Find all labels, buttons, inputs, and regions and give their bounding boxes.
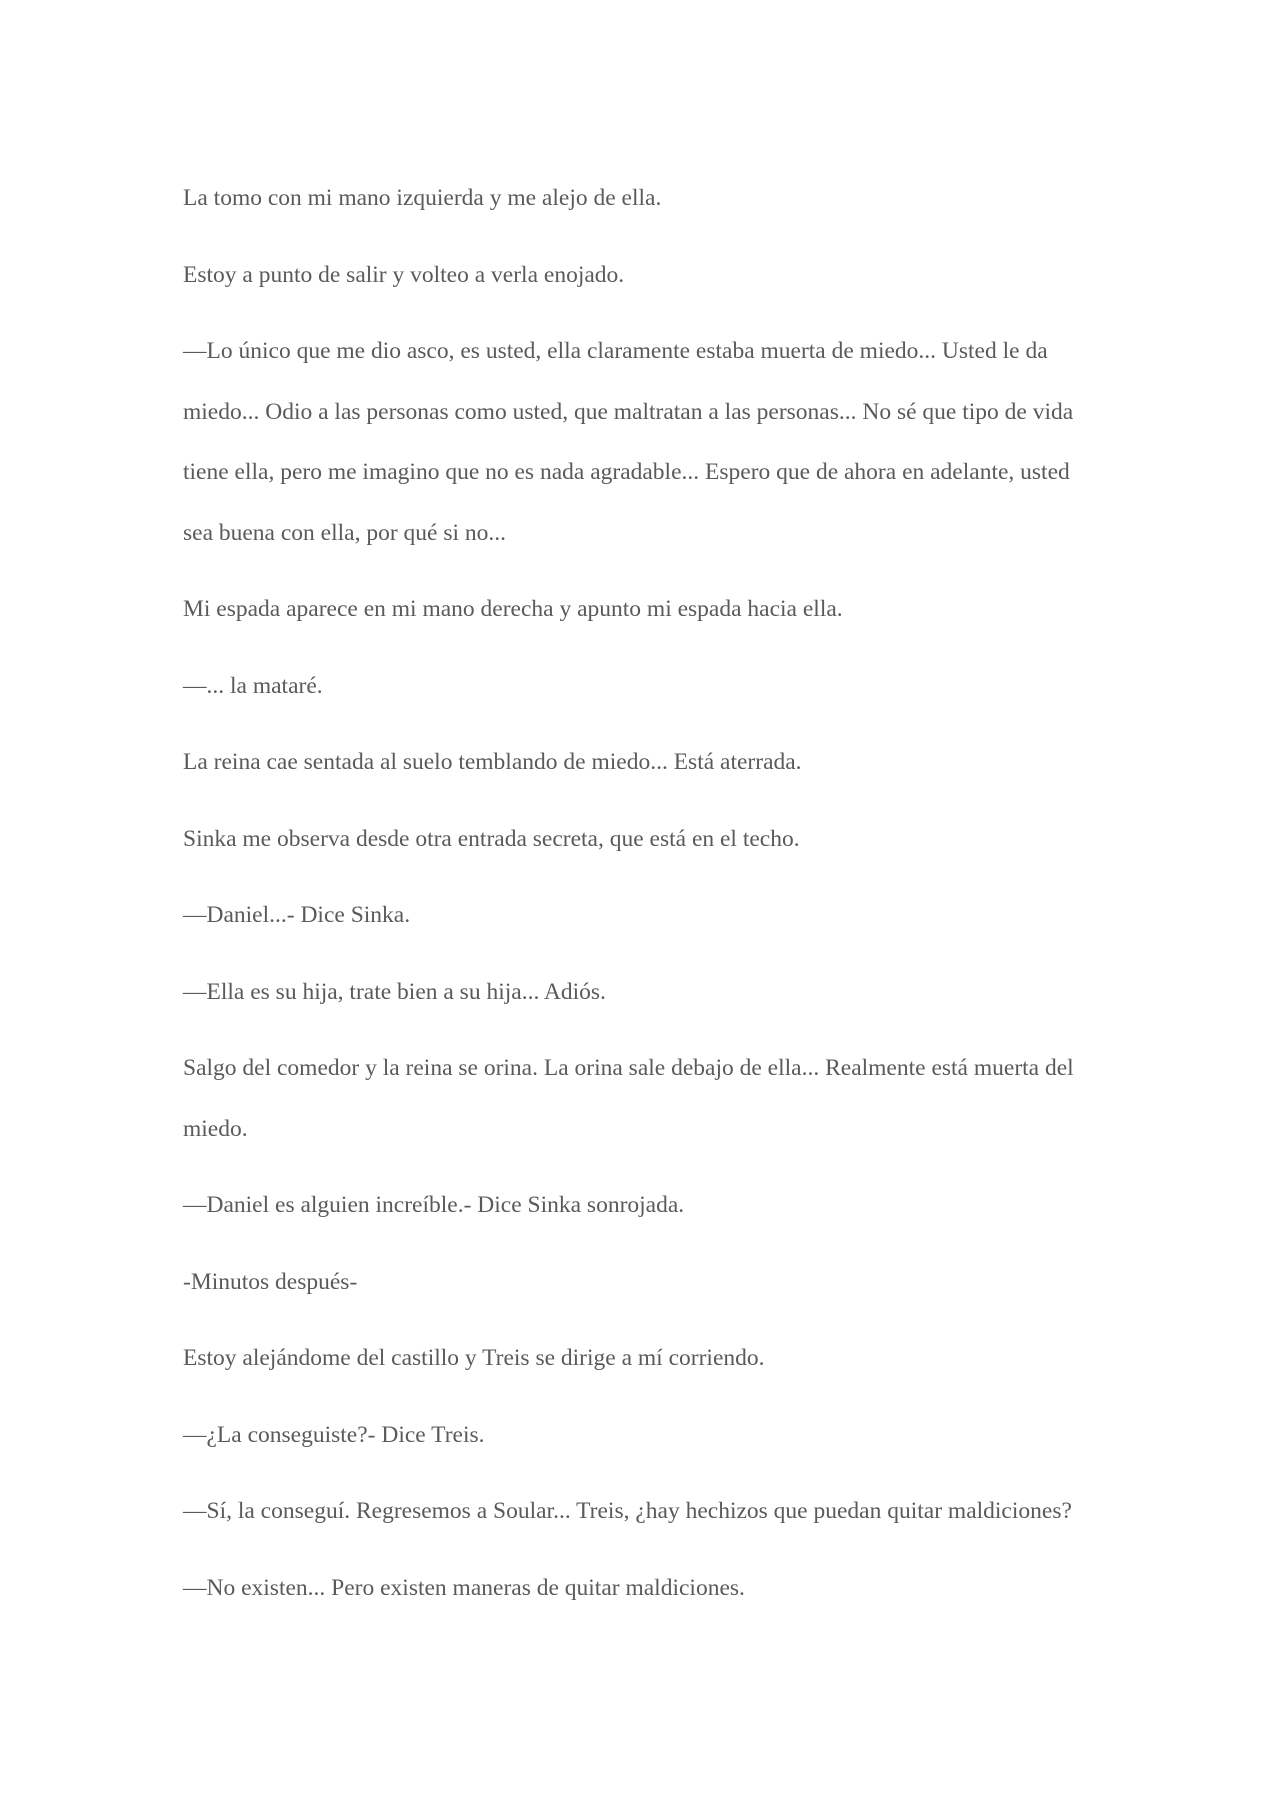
paragraph: La reina cae sentada al suelo temblando de miedo... Está aterrada. (183, 749, 802, 775)
paragraph: -Minutos después- (183, 1268, 358, 1295)
paragraph: —Ella es su hija, trate bien a su hija... Adiós. (183, 978, 606, 1005)
paragraph: —No existen... Pero existen maneras de quitar maldiciones. (183, 1574, 745, 1601)
paragraph: —¿La conseguiste?- Dice Treis. (183, 1421, 485, 1448)
paragraph: Mi espada aparece en mi mano derecha y apunto mi espada hacia ella. (183, 596, 843, 622)
document-body (183, 168, 1103, 1634)
paragraph: —Daniel es alguien increíble.- Dice Sinka sonrojada. (183, 1192, 685, 1218)
paragraph: —Sí, la conseguí. Regresemos a Soular... Treis, ¿hay hechizos que puedan quitar maldiciones? (183, 1498, 1072, 1524)
paragraph: —Lo único que me dio asco, es usted, ella claramente estaba muerta de miedo... Usted le da miedo... Odio a las personas como usted, que maltratan a las personas... No sé que tipo de vida tiene ella, pero me imagino que no es nada agradable... Espero que de ahora en adelante, usted sea buena con ella, por qué si no... (183, 338, 1074, 546)
paragraph: —Daniel...- Dice Sinka. (183, 902, 411, 928)
paragraph: —... la mataré. (183, 672, 323, 699)
paragraph: Estoy alejándome del castillo y Treis se dirige a mí corriendo. (183, 1345, 765, 1371)
paragraph: Estoy a punto de salir y volteo a verla enojado. (183, 261, 625, 288)
paragraph: Salgo del comedor y la reina se orina. La orina sale debajo de ella... Realmente está muerta del miedo. (183, 1055, 1074, 1142)
paragraph: Sinka me observa desde otra entrada secreta, que está en el techo. (183, 825, 800, 852)
paragraph: La tomo con mi mano izquierda y me alejo de ella. (183, 185, 662, 211)
